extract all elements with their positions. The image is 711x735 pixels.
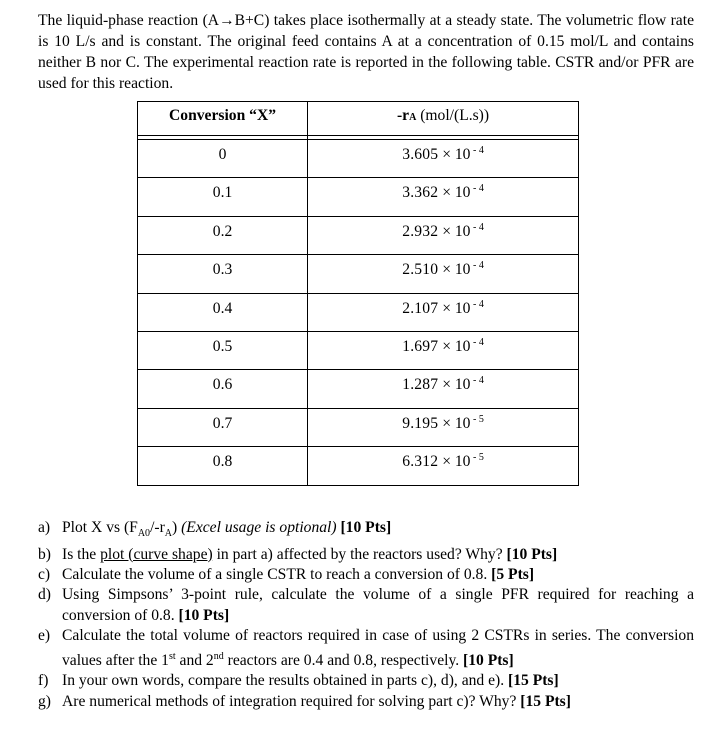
table-row xyxy=(138,255,579,293)
question-list xyxy=(38,518,694,712)
question-label: g) xyxy=(38,692,51,710)
rate-mantissa: 1.697 xyxy=(402,337,439,355)
table-header-row xyxy=(138,102,579,136)
points-badge: [15 Pts] xyxy=(520,692,571,710)
cell-conversion: 0.5 xyxy=(138,331,308,369)
question-text: Using Simpsons’ 3-point rule, calculate the volume of a single PFR required for reaching a conversion of 0.8. [10 Pts] xyxy=(62,586,694,624)
cell-conversion: 0.3 xyxy=(138,255,308,293)
rate-mantissa: 6.312 xyxy=(402,453,439,471)
question-text: Plot X vs $(F_{A0}/-r_A)$ (Excel usage is optional) [10 Pts] xyxy=(62,519,392,540)
table-row xyxy=(138,447,579,485)
rate-times-ten: × 10 xyxy=(438,222,471,240)
table-row xyxy=(138,293,579,331)
rate-exponent: - 5 xyxy=(470,413,484,425)
points-badge: [10 Pts] xyxy=(340,519,392,536)
points-badge: [10 Pts] xyxy=(506,545,558,563)
cell-conversion: 0.7 xyxy=(138,408,308,446)
rate-exponent: - 4 xyxy=(470,145,484,156)
question-label: e) xyxy=(38,627,51,645)
rate-exponent: - 4 xyxy=(470,183,484,195)
question-label: c) xyxy=(38,565,51,583)
question-g xyxy=(38,692,694,712)
header-rate-unit: (mol/(L.s)) xyxy=(416,107,490,124)
cell-conversion: 0.4 xyxy=(138,293,308,331)
table-row xyxy=(138,178,579,216)
table-row xyxy=(138,331,579,369)
cell-rate xyxy=(308,408,579,446)
rate-mantissa: 2.510 xyxy=(402,261,439,279)
points-badge: [10 Pts] xyxy=(178,606,230,624)
question-text: Calculate the total volume of reactors required in case of using 2 CSTRs in series. The conversion values after the 1st and 2nd reactors are 0.4 and 0.8, respectively. [10 Pts] xyxy=(62,627,694,669)
cell-rate xyxy=(308,447,579,485)
cell-conversion: 0.8 xyxy=(138,447,308,485)
table-row xyxy=(138,140,579,178)
question-text: Is the plot (curve shape) in part a) affected by the reactors used? Why? [10 Pts] xyxy=(62,545,558,563)
rate-mantissa: 3.605 xyxy=(402,146,439,163)
cell-rate xyxy=(308,140,579,178)
header-rate-sub: A xyxy=(409,112,417,123)
question-d xyxy=(38,585,694,626)
question-text: Are numerical methods of integration required for solving part c)? Why? [15 Pts] xyxy=(62,692,571,710)
points-badge: [10 Pts] xyxy=(463,651,514,669)
rate-mantissa: 2.107 xyxy=(402,299,439,317)
cell-rate xyxy=(308,293,579,331)
rate-mantissa: 2.932 xyxy=(402,222,439,240)
question-label: b) xyxy=(38,545,51,563)
question-e xyxy=(38,626,694,671)
rate-mantissa: 9.195 xyxy=(402,414,439,432)
cell-conversion: 0.2 xyxy=(138,216,308,254)
table-row xyxy=(138,408,579,446)
rate-exponent: - 4 xyxy=(470,260,484,272)
problem-text: The liquid-phase reaction (A→B+C) takes place isothermally at a steady state. The volumetric flow rate is 10 L/s and is constant. The original feed contains A at a concentration of 0.15 mol/L and contains neither B nor C. The experimental reaction rate is reported in the following table. CSTR and/or PFR are used for this reaction. xyxy=(38,12,694,92)
cell-conversion: 0.1 xyxy=(138,178,308,216)
question-label: f) xyxy=(38,672,49,690)
question-label: a) xyxy=(38,519,51,536)
cell-rate xyxy=(308,255,579,293)
rate-times-ten: × 10 xyxy=(438,299,471,317)
cell-rate xyxy=(308,331,579,369)
question-b xyxy=(38,545,694,565)
cell-rate xyxy=(308,178,579,216)
cell-rate xyxy=(308,216,579,254)
question-text: In your own words, compare the results obtained in parts c), d), and e). [15 Pts] xyxy=(62,672,559,690)
rate-exponent: - 4 xyxy=(470,375,484,387)
header-rate-prefix: -r xyxy=(396,107,410,124)
table-row xyxy=(138,370,579,408)
rate-exponent: - 4 xyxy=(470,298,484,310)
rate-exponent: - 5 xyxy=(470,452,484,464)
question-f xyxy=(38,671,694,691)
question-a xyxy=(38,518,694,545)
rate-exponent: - 4 xyxy=(470,221,484,233)
rate-times-ten: × 10 xyxy=(438,376,471,394)
rate-mantissa: 1.287 xyxy=(402,376,439,394)
question-label: d) xyxy=(38,586,51,604)
points-badge: [15 Pts] xyxy=(508,672,559,690)
rate-times-ten: × 10 xyxy=(438,261,471,279)
rate-times-ten: × 10 xyxy=(438,337,471,355)
points-badge: [5 Pts] xyxy=(491,565,535,583)
cell-conversion: 0 xyxy=(138,140,308,178)
rate-mantissa: 3.362 xyxy=(402,184,439,202)
rate-times-ten: × 10 xyxy=(438,184,471,202)
cell-conversion: 0.6 xyxy=(138,370,308,408)
rate-times-ten: × 10 xyxy=(438,146,471,163)
rate-exponent: - 4 xyxy=(470,336,484,348)
question-c xyxy=(38,565,694,585)
cell-rate xyxy=(308,370,579,408)
rate-times-ten: × 10 xyxy=(438,453,471,471)
header-conversion: Conversion “X” xyxy=(138,102,308,136)
rate-data-table xyxy=(137,101,579,486)
question-text: Calculate the volume of a single CSTR to reach a conversion of 0.8. [5 Pts] xyxy=(62,565,535,583)
rate-times-ten: × 10 xyxy=(438,414,471,432)
problem-statement xyxy=(38,10,694,94)
table-row xyxy=(138,216,579,254)
header-rate xyxy=(308,102,579,136)
